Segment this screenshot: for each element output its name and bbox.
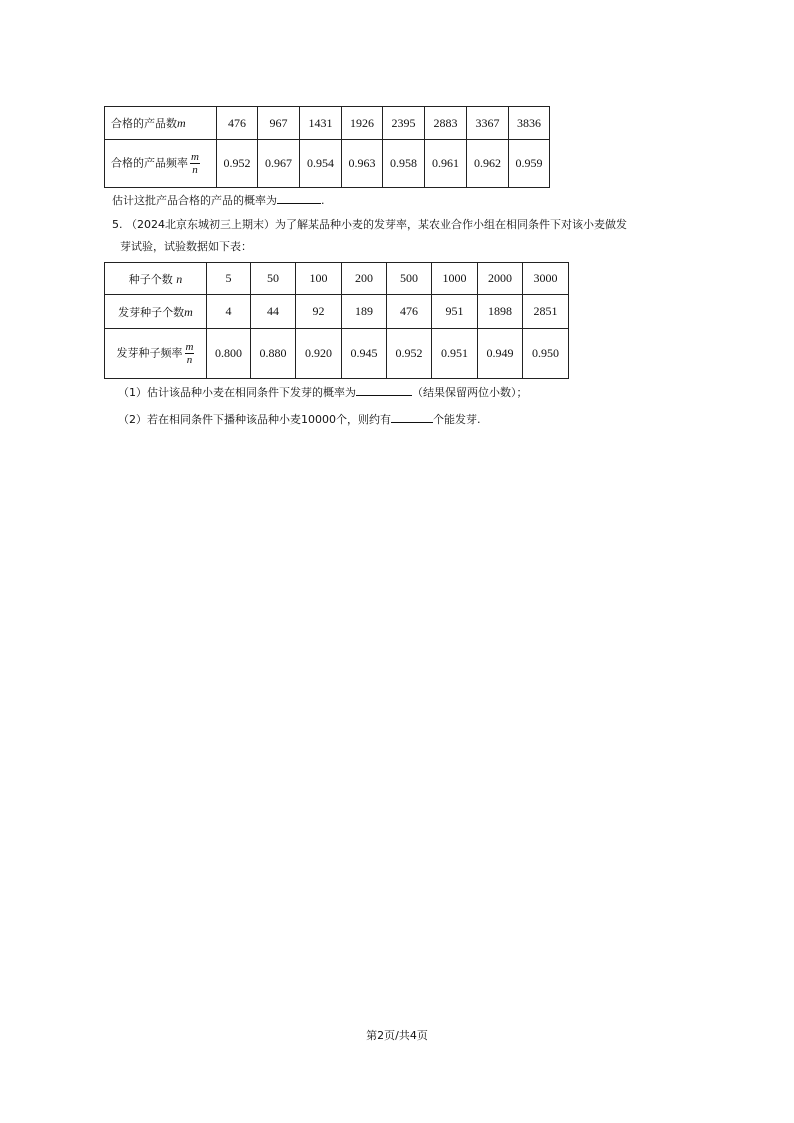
- cell-germination-frequency: 0.949: [478, 329, 523, 379]
- cell-qualified-frequency: 0.954: [300, 140, 342, 188]
- cell-qualified-frequency: 0.963: [342, 140, 383, 188]
- answer-blank: [356, 385, 412, 396]
- cell-germination-frequency: 0.950: [523, 329, 569, 379]
- row-label-germinated-count: 发芽种子个数m: [105, 295, 207, 329]
- cell-germinated-count: 2851: [523, 295, 569, 329]
- cell-germination-frequency: 0.920: [296, 329, 342, 379]
- answer-blank: [277, 193, 321, 204]
- cell-germinated-count: 44: [251, 295, 296, 329]
- fraction-m-over-n: $\frac{m}{n}$: [185, 341, 194, 366]
- cell-qualified-frequency: 0.958: [383, 140, 425, 188]
- cell-qualified-count: 2883: [425, 107, 467, 140]
- cell-germination-frequency: 0.945: [342, 329, 387, 379]
- cell-qualified-count: 1926: [342, 107, 383, 140]
- cell-seed-count: 5: [207, 263, 251, 295]
- cell-germination-frequency: 0.800: [207, 329, 251, 379]
- cell-germinated-count: 189: [342, 295, 387, 329]
- cell-qualified-count: 3367: [467, 107, 509, 140]
- fraction-m-over-n: $\frac{m}{n}$: [191, 151, 199, 176]
- cell-qualified-frequency: 0.962: [467, 140, 509, 188]
- cell-germinated-count: 4: [207, 295, 251, 329]
- cell-qualified-frequency: 0.952: [217, 140, 258, 188]
- cell-qualified-frequency: 0.967: [258, 140, 300, 188]
- cell-germination-frequency: 0.951: [432, 329, 478, 379]
- row-label-seed-count: 种子个数 n: [105, 263, 207, 295]
- row-label-germination-frequency: 发芽种子频率 $\frac{m}{n}$: [105, 329, 207, 379]
- cell-qualified-count: 476: [217, 107, 258, 140]
- cell-germination-frequency: 0.952: [387, 329, 432, 379]
- cell-seed-count: 100: [296, 263, 342, 295]
- cell-germinated-count: 476: [387, 295, 432, 329]
- cell-germinated-count: 951: [432, 295, 478, 329]
- cell-qualified-frequency: 0.959: [509, 140, 550, 188]
- cell-seed-count: 50: [251, 263, 296, 295]
- cell-qualified-count: 1431: [300, 107, 342, 140]
- qualified-products-table: [104, 106, 550, 188]
- row-label-qualified-frequency: 合格的产品频率 $\frac{m}{n}$: [105, 140, 217, 188]
- page-footer: 第2页/共4页: [366, 1029, 428, 1042]
- row-label-qualified-count: 合格的产品数m: [105, 107, 217, 140]
- q5-stem-line2: 芽试验，试验数据如下表：: [120, 240, 252, 253]
- q5-sub2: （2）若在相同条件下播种该品种小麦10000个，则约有 个能发芽.: [118, 413, 481, 426]
- cell-seed-count: 2000: [478, 263, 523, 295]
- cell-seed-count: 3000: [523, 263, 569, 295]
- q5-stem-line1: 5. （2024北京东城初三上期末）为了解某品种小麦的发芽率，某农业合作小组在相同条件下对该小麦做发: [112, 218, 627, 231]
- cell-germinated-count: 1898: [478, 295, 523, 329]
- cell-qualified-count: 2395: [383, 107, 425, 140]
- germination-table: [104, 262, 569, 379]
- cell-qualified-count: 3836: [509, 107, 550, 140]
- cell-germinated-count: 92: [296, 295, 342, 329]
- cell-seed-count: 200: [342, 263, 387, 295]
- cell-qualified-frequency: 0.961: [425, 140, 467, 188]
- cell-seed-count: 500: [387, 263, 432, 295]
- answer-blank: [391, 412, 433, 423]
- cell-qualified-count: 967: [258, 107, 300, 140]
- cell-seed-count: 1000: [432, 263, 478, 295]
- q5-sub1: （1）估计该品种小麦在相同条件下发芽的概率为 （结果保留两位小数）；: [118, 386, 528, 399]
- q4-answer-line: 估计这批产品合格的产品的概率为 .: [112, 194, 325, 207]
- cell-germination-frequency: 0.880: [251, 329, 296, 379]
